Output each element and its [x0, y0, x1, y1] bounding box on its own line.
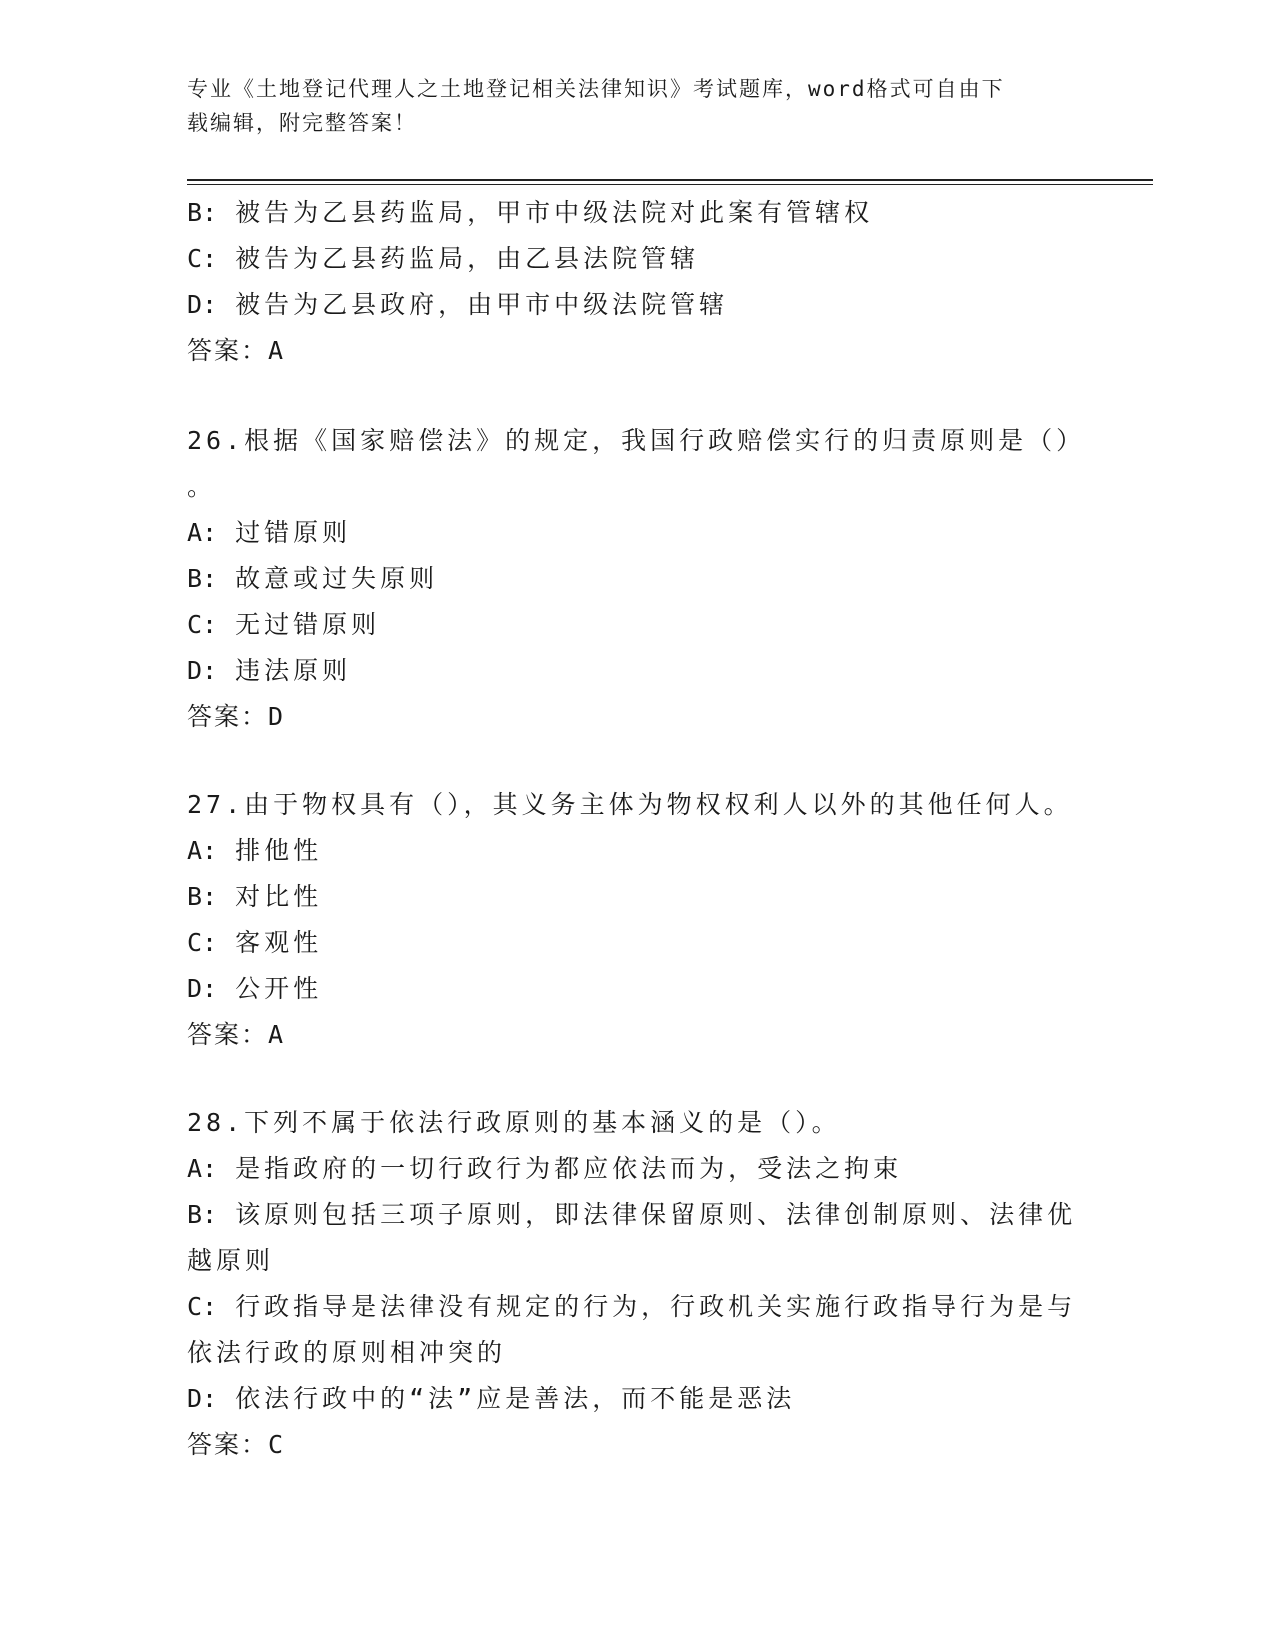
q25-option-d [187, 282, 1087, 328]
q27-option-b [187, 874, 1087, 920]
q27-option-c [187, 920, 1087, 966]
option-label: A: [187, 518, 218, 547]
q26-option-b [187, 556, 1087, 602]
question-26 [187, 418, 1087, 740]
option-text: 过错原则 [235, 518, 352, 547]
option-label: C: [187, 610, 218, 639]
document-body [187, 190, 1087, 1468]
q26-option-c [187, 602, 1087, 648]
option-text: 被告为乙县政府，由甲市中级法院管辖 [235, 290, 729, 319]
option-label: D: [187, 290, 218, 319]
option-label: C: [187, 244, 218, 273]
question-25 [187, 190, 1087, 374]
q25-option-b [187, 190, 1087, 236]
q28-option-b [187, 1192, 1087, 1238]
q28-option-c-continued: 依法行政的原则相冲突的 [187, 1338, 507, 1367]
q25-answer: 答案：A [187, 336, 286, 365]
q26-stem-line-1: 26.根据《国家赔偿法》的规定，我国行政赔偿实行的归责原则是（） [187, 426, 1086, 455]
q27-answer: 答案：A [187, 1020, 286, 1049]
option-label: A: [187, 836, 218, 865]
option-label: C: [187, 928, 218, 957]
q28-option-d [187, 1376, 1087, 1422]
option-text: 无过错原则 [235, 610, 381, 639]
option-text: 客观性 [235, 928, 323, 957]
option-label: D: [187, 974, 218, 1003]
option-text: 被告为乙县药监局，由乙县法院管辖 [235, 244, 700, 273]
header-divider-thick [187, 179, 1153, 181]
q26-option-a [187, 510, 1087, 556]
q28-stem: 28.下列不属于依法行政原则的基本涵义的是（）。 [187, 1108, 841, 1137]
option-text: 被告为乙县药监局，甲市中级法院对此案有管辖权 [235, 198, 874, 227]
option-label: C: [187, 1292, 218, 1321]
option-label: D: [187, 656, 218, 685]
q25-option-c [187, 236, 1087, 282]
option-label: B: [187, 882, 218, 911]
question-28 [187, 1100, 1087, 1468]
document-header [187, 72, 1067, 140]
option-text: 故意或过失原则 [235, 564, 439, 593]
option-text: 依法行政中的“法”应是善法，而不能是恶法 [235, 1384, 796, 1413]
q26-answer: 答案：D [187, 702, 286, 731]
q26-stem-line-2: 。 [187, 472, 217, 501]
q27-option-a [187, 828, 1087, 874]
header-line-2: 载编辑，附完整答案！ [187, 111, 417, 135]
option-text: 对比性 [235, 882, 323, 911]
option-label: B: [187, 564, 218, 593]
option-text: 行政指导是法律没有规定的行为，行政机关实施行政指导行为是与 [235, 1292, 1077, 1321]
spacer [187, 374, 1087, 418]
option-label: D: [187, 1384, 218, 1413]
q26-option-d [187, 648, 1087, 694]
header-line-1: 专业《土地登记代理人之土地登记相关法律知识》考试题库，word格式可自由下 [187, 77, 1005, 101]
q28-option-b-continued: 越原则 [187, 1246, 275, 1275]
spacer [187, 740, 1087, 782]
q28-answer: 答案：C [187, 1430, 286, 1459]
option-text: 是指政府的一切行政行为都应依法而为，受法之拘束 [235, 1154, 903, 1183]
q27-stem: 27.由于物权具有（），其义务主体为物权权利人以外的其他任何人。 [187, 790, 1073, 819]
q27-option-d [187, 966, 1087, 1012]
option-label: B: [187, 198, 218, 227]
option-text: 公开性 [235, 974, 323, 1003]
option-label: A: [187, 1154, 218, 1183]
option-text: 该原则包括三项子原则，即法律保留原则、法律创制原则、法律优 [235, 1200, 1077, 1229]
q28-option-a [187, 1146, 1087, 1192]
header-divider-thin [187, 184, 1153, 185]
question-27 [187, 782, 1087, 1058]
option-label: B: [187, 1200, 218, 1229]
option-text: 排他性 [235, 836, 323, 865]
option-text: 违法原则 [235, 656, 352, 685]
q28-option-c [187, 1284, 1087, 1330]
spacer [187, 1058, 1087, 1100]
